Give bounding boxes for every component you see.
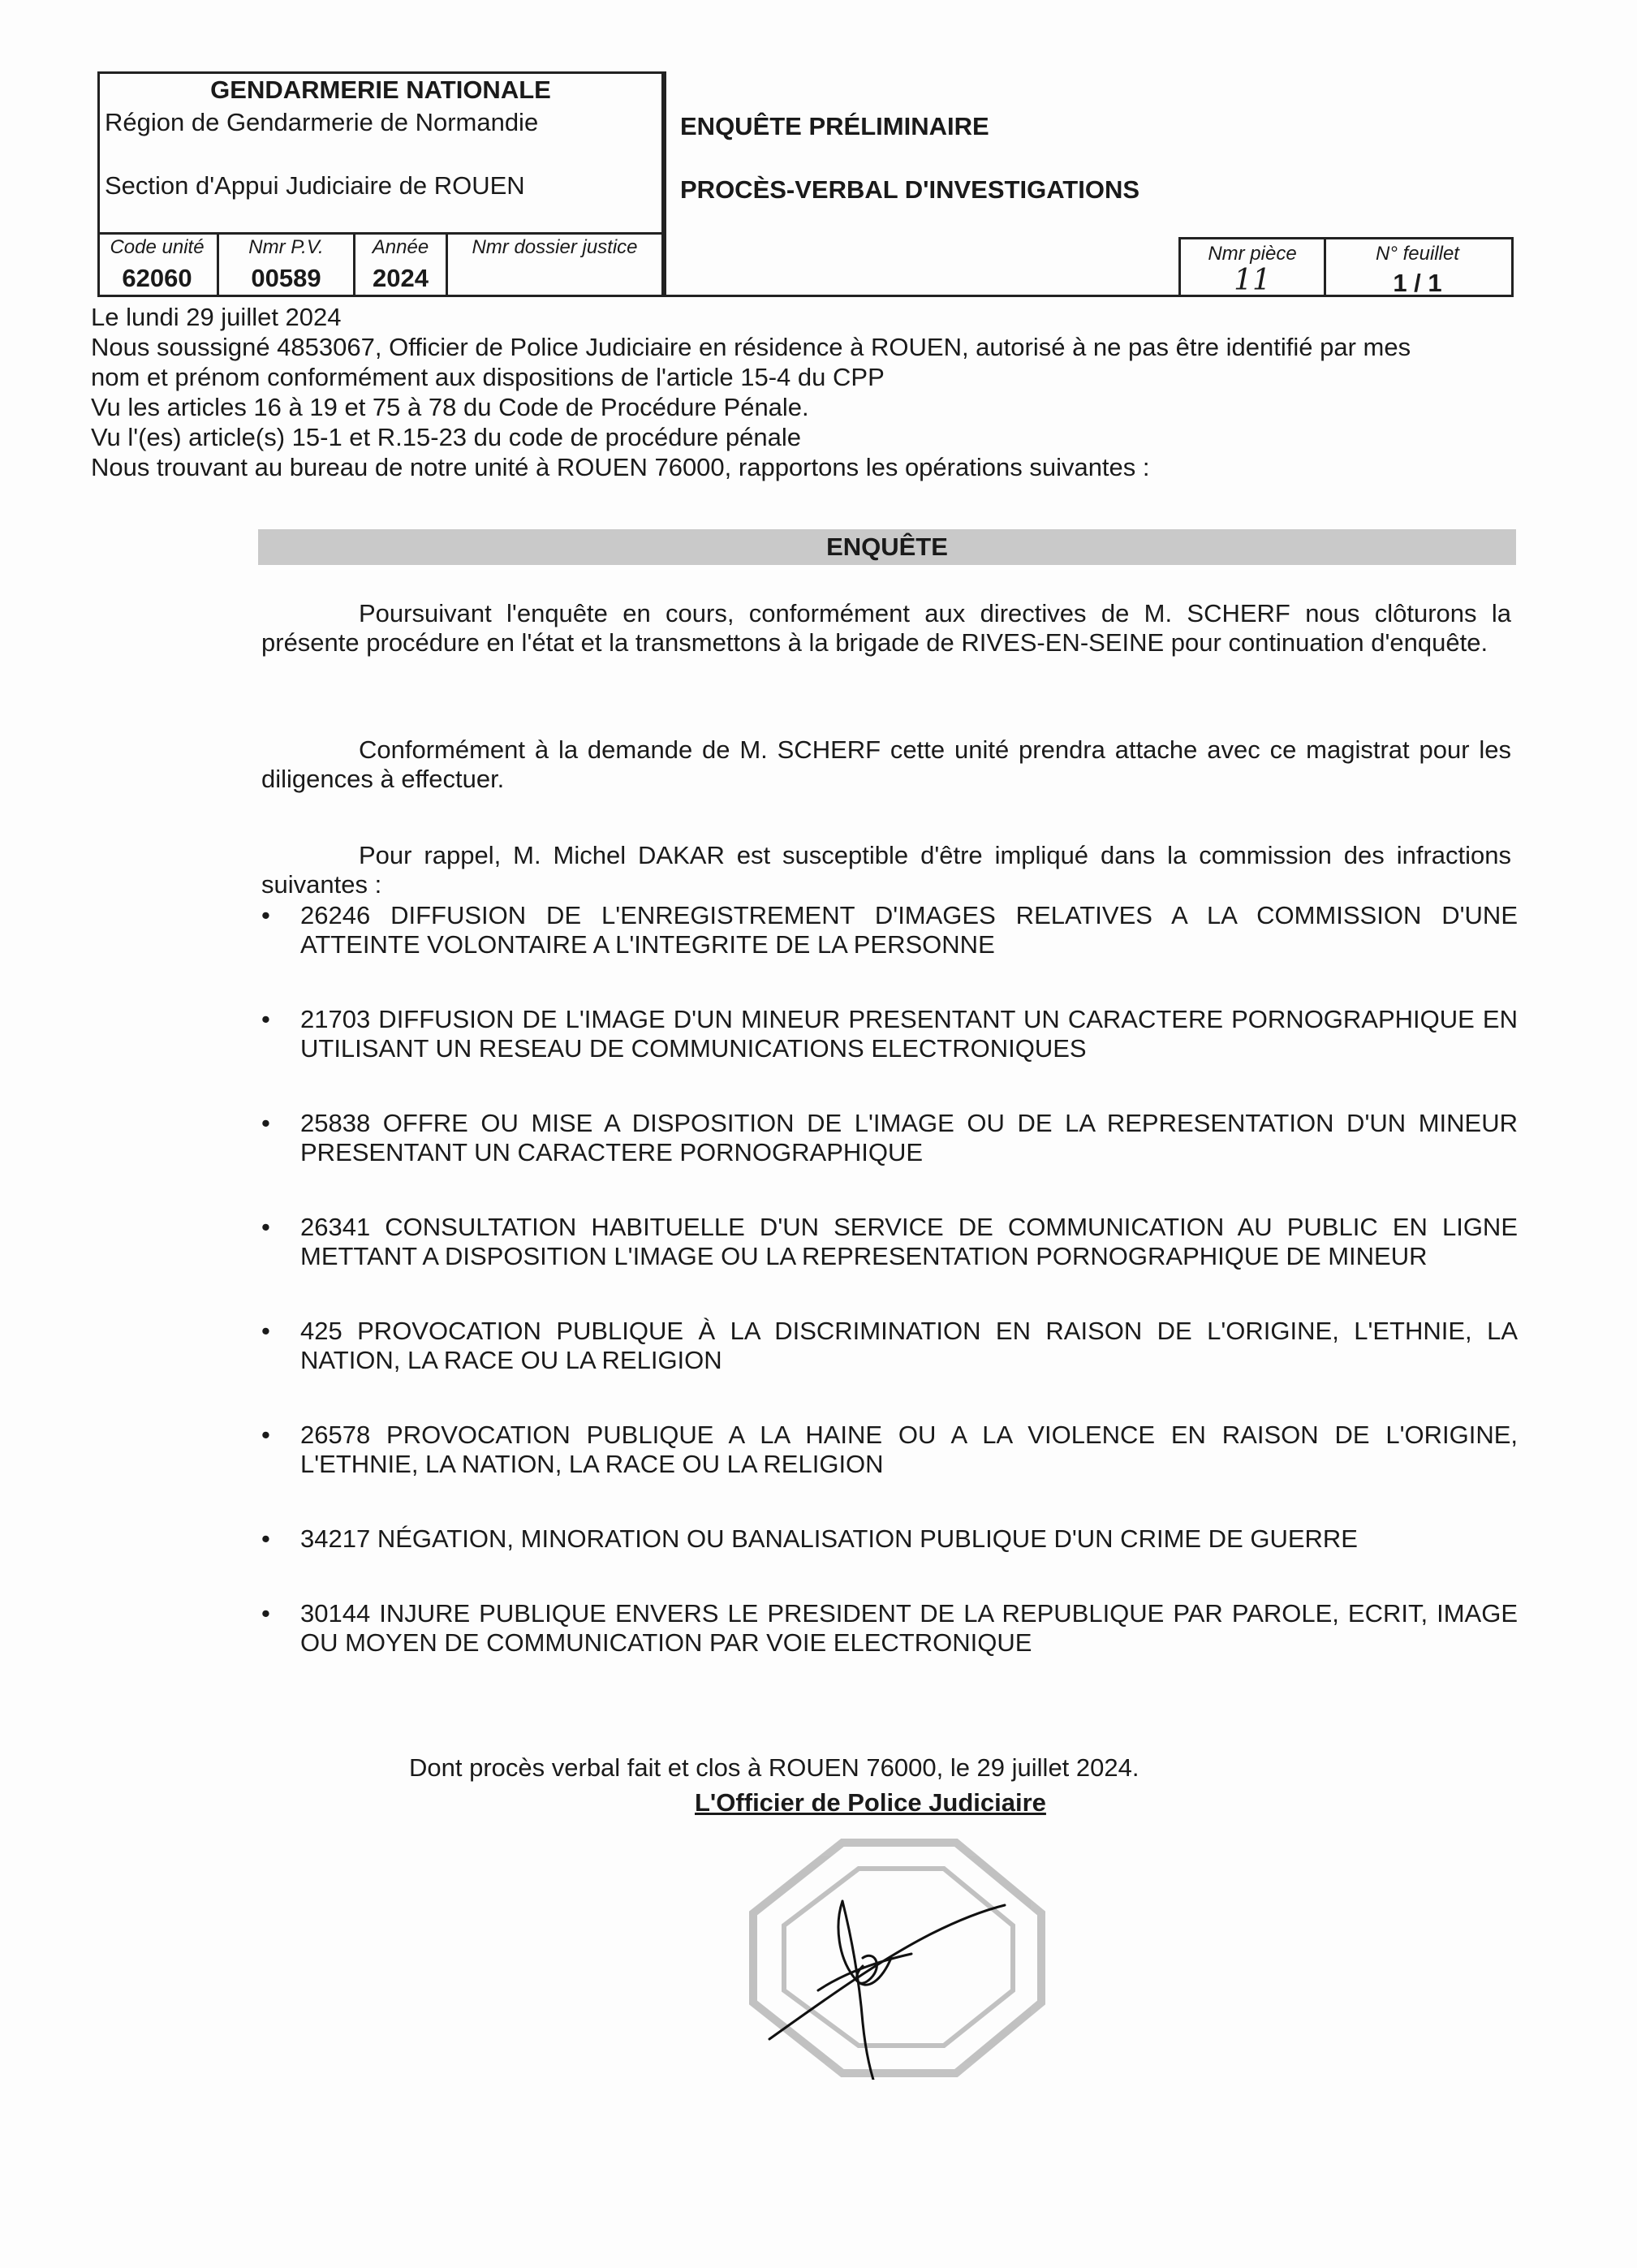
offense-text: 26341 CONSULTATION HABITUELLE D'UN SERVICE DE COMMUNICATION AU PUBLIC EN LIGNE METTANT A DISPOSITION L'IMAGE OU LA REPRESENTATION PORNOGRAPHIQUE DE MINEUR	[300, 1213, 1518, 1270]
annee-cell	[355, 235, 448, 297]
offense-text: 30144 INJURE PUBLIQUE ENVERS LE PRESIDENT DE LA REPUBLIQUE PAR PAROLE, ECRIT, IMAGE OU MOYEN DE COMMUNICATION PAR VOIE ELECTRONIQUE	[300, 1599, 1518, 1657]
header-divider	[664, 71, 666, 297]
annee-label: Année	[372, 236, 429, 258]
list-item	[261, 1109, 1518, 1167]
section-name: Section d'Appui Judiciaire de ROUEN	[105, 171, 525, 200]
nmr-pv-label: Nmr P.V.	[248, 236, 324, 258]
offense-text: 34217 NÉGATION, MINORATION OU BANALISATION PUBLIQUE D'UN CRIME DE GUERRE	[300, 1524, 1358, 1553]
bullet: •	[261, 1421, 270, 1449]
paragraph-3-text: Pour rappel, M. Michel DAKAR est susceptible d'être impliqué dans la commission des infractions suivantes :	[261, 841, 1511, 899]
intro-block	[91, 302, 1519, 482]
official-stamp-with-signature	[721, 1836, 1062, 2080]
feuillet-value: 1 / 1	[1393, 269, 1442, 297]
offense-text: 25838 OFFRE OU MISE A DISPOSITION DE L'IMAGE OU DE LA REPRESENTATION D'UN MINEUR PRESENTANT UN CARACTERE PORNOGRAPHIQUE	[300, 1109, 1518, 1166]
dossier-justice-label: Nmr dossier justice	[472, 236, 638, 258]
bullet: •	[261, 901, 270, 929]
bullet: •	[261, 1317, 270, 1345]
piece-cell	[1181, 239, 1326, 297]
bullet: •	[261, 1524, 270, 1553]
intro-line-3: Vu les articles 16 à 19 et 75 à 78 du Code de Procédure Pénale.	[91, 393, 809, 421]
intro-line-2: nom et prénom conformément aux dispositions de l'article 15-4 du CPP	[91, 363, 885, 391]
code-unite-value: 62060	[122, 264, 192, 292]
offense-text: 425 PROVOCATION PUBLIQUE À LA DISCRIMINATION EN RAISON DE L'ORIGINE, L'ETHNIE, LA NATION, LA RACE OU LA RELIGION	[300, 1317, 1518, 1374]
doc-title-pv: PROCÈS-VERBAL D'INVESTIGATIONS	[680, 175, 1140, 204]
section-title-banner: ENQUÊTE	[258, 529, 1516, 565]
intro-line-1: Nous soussigné 4853067, Officier de Police Judiciaire en résidence à ROUEN, autorisé à ne pas être identifié par mes	[91, 333, 1411, 361]
offense-list	[261, 901, 1518, 1658]
paragraph-2	[261, 735, 1511, 794]
date-line: Le lundi 29 juillet 2024	[91, 303, 342, 331]
paragraph-1-text: Poursuivant l'enquête en cours, conformément aux directives de M. SCHERF nous clôturons la présente procédure en l'état et la transmettons à la brigade de RIVES-EN-SEINE pour continuation d'enquête.	[261, 599, 1511, 657]
bullet: •	[261, 1213, 270, 1241]
nmr-pv-cell	[219, 235, 355, 297]
feuillet-cell	[1324, 239, 1511, 297]
region-name: Région de Gendarmerie de Normandie	[105, 108, 539, 136]
doc-title-enquete: ENQUÊTE PRÉLIMINAIRE	[680, 112, 989, 140]
list-item	[261, 1213, 1518, 1271]
offense-text: 26578 PROVOCATION PUBLIQUE A LA HAINE OU A LA VIOLENCE EN RAISON DE L'ORIGINE, L'ETHNIE, LA NATION, LA RACE OU LA RELIGION	[300, 1421, 1518, 1478]
offense-text: 21703 DIFFUSION DE L'IMAGE D'UN MINEUR PRESENTANT UN CARACTERE PORNOGRAPHIQUE EN UTILISANT UN RESEAU DE COMMUNICATIONS ELECTRONIQUES	[300, 1005, 1518, 1063]
list-item	[261, 1317, 1518, 1375]
list-item	[261, 1421, 1518, 1479]
offense-text: 26246 DIFFUSION DE L'ENREGISTREMENT D'IMAGES RELATIVES A LA COMMISSION D'UNE ATTEINTE VOLONTAIRE A L'INTEGRITE DE LA PERSONNE	[300, 901, 1518, 959]
intro-line-5: Nous trouvant au bureau de notre unité à ROUEN 76000, rapportons les opérations suivantes :	[91, 453, 1150, 481]
piece-label: Nmr pièce	[1208, 243, 1297, 265]
code-unite-cell	[97, 235, 219, 297]
list-item	[261, 1599, 1518, 1658]
list-item	[261, 1524, 1518, 1554]
code-unite-label: Code unité	[110, 236, 205, 258]
intro-line-4: Vu l'(es) article(s) 15-1 et R.15-23 du code de procédure pénale	[91, 423, 801, 451]
dossier-justice-cell	[448, 235, 661, 297]
paragraph-2-text: Conformément à la demande de M. SCHERF cette unité prendra attache avec ce magistrat pour les diligences à effectuer.	[261, 735, 1511, 793]
nmr-pv-value: 00589	[251, 264, 321, 292]
org-name: GENDARMERIE NATIONALE	[210, 75, 551, 104]
list-item	[261, 901, 1518, 959]
piece-value-handwritten: 11	[1234, 264, 1271, 297]
signature	[769, 1901, 1005, 2080]
piece-box	[1178, 237, 1514, 297]
codes-row	[97, 232, 664, 297]
bullet: •	[261, 1005, 270, 1033]
officer-title: L'Officier de Police Judiciaire	[695, 1788, 1046, 1817]
paragraph-1	[261, 599, 1511, 658]
annee-value: 2024	[373, 264, 429, 292]
feuillet-label: N° feuillet	[1376, 243, 1459, 265]
list-item	[261, 1005, 1518, 1063]
bullet: •	[261, 1599, 270, 1628]
closing-statement: Dont procès verbal fait et clos à ROUEN 76000, le 29 juillet 2024.	[409, 1753, 1139, 1782]
bullet: •	[261, 1109, 270, 1137]
paragraph-3	[261, 841, 1511, 899]
